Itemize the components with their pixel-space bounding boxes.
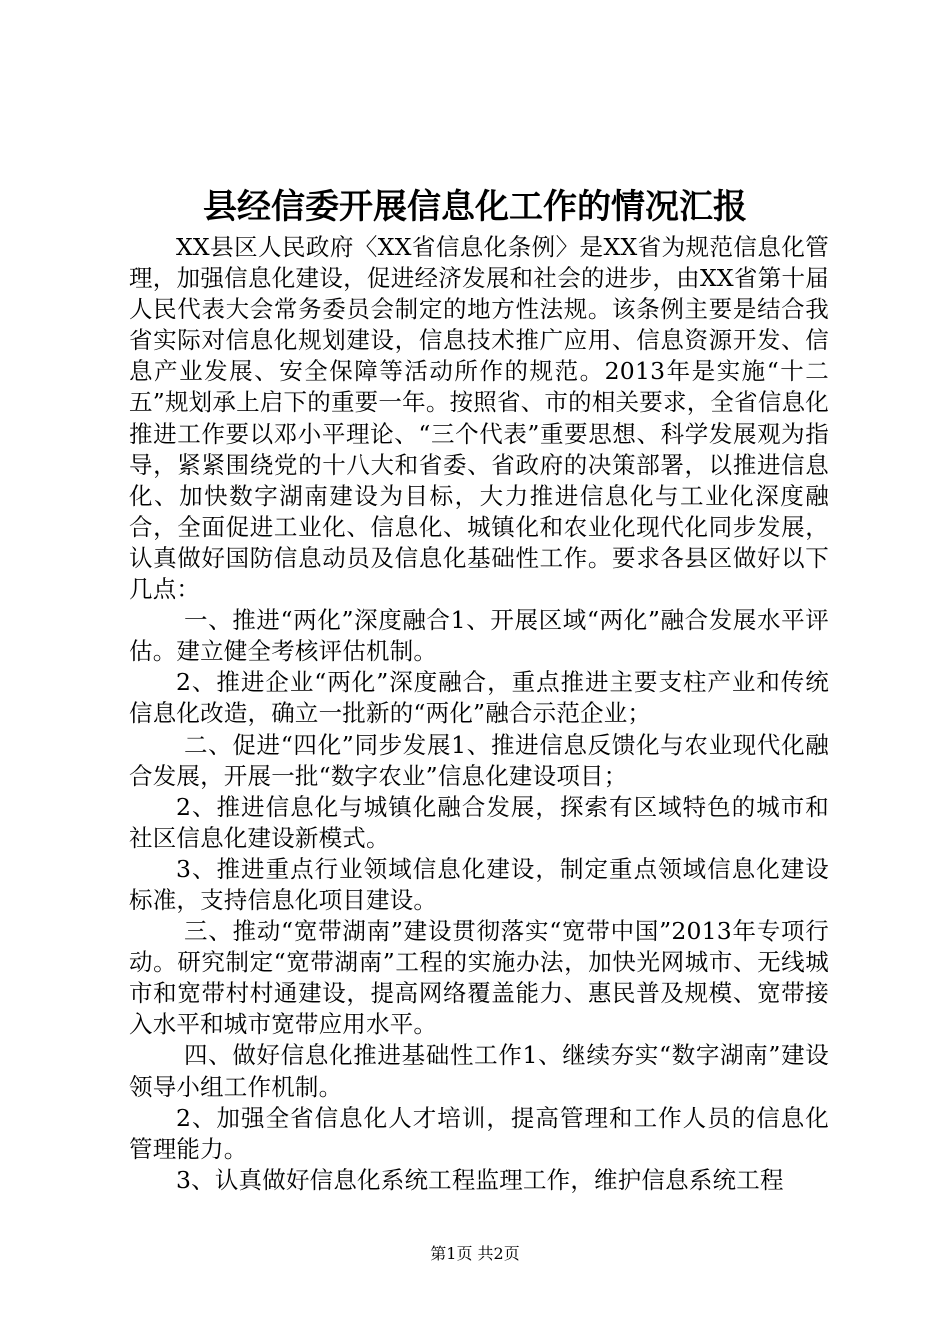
paragraph-section-two: 二、促进“四化”同步发展1、推进信息反馈化与农业现代化融合发展，开展一批“数字农业”信息化建设项目； xyxy=(129,730,829,790)
paragraph-item: 2、推进信息化与城镇化融合发展，探索有区域特色的城市和社区信息化建设新模式。 xyxy=(129,792,829,852)
document-title: 县经信委开展信息化工作的情况汇报 xyxy=(203,187,747,227)
paragraph-intro: XX县区人民政府〈XX省信息化条例〉是XX省为规范信息化管理，加强信息化建设，促进经济发展和社会的进步，由XX省第十届人民代表大会常务委员会制定的地方性法规。该条例主要是结合我省实际对信息化规划建设，信息技术推广应用、信息资源开发、信息产业发展、安全保障等活动所作的规范。2013年是实施“十二五”规划承上启下的重要一年。按照省、市的相关要求，全省信息化推进工作要以邓小平理论、“三个代表”重要思想、科学发展观为指导，紧紧围绕党的十八大和省委、省政府的决策部署，以推进信息化、加快数字湖南建设为目标，大力推进信息化与工业化深度融合，全面促进工业化、信息化、城镇化和农业化现代化同步发展，认真做好国防信息动员及信息化基础性工作。要求各县区做好以下几点： xyxy=(129,233,829,604)
paragraph-item: 2、加强全省信息化人才培训，提高管理和工作人员的信息化管理能力。 xyxy=(129,1103,829,1163)
page-footer: 第1页 共2页 xyxy=(430,1244,520,1263)
paragraph-item: 3、认真做好信息化系统工程监理工作，维护信息系统工程 xyxy=(176,1165,784,1194)
document-body xyxy=(129,232,829,1196)
paragraph-section-one: 一、推进“两化”深度融合1、开展区域“两化”融合发展水平评估。建立健全考核评估机制。 xyxy=(129,606,829,666)
paragraph-item: 2、推进企业“两化”深度融合，重点推进主要支柱产业和传统信息化改造，确立一批新的“两化”融合示范企业； xyxy=(129,668,829,728)
paragraph-section-four: 四、做好信息化推进基础性工作1、继续夯实“数字湖南”建设领导小组工作机制。 xyxy=(129,1041,829,1101)
paragraph-item: 3、推进重点行业领域信息化建设，制定重点领域信息化建设标准，支持信息化项目建设。 xyxy=(129,854,829,914)
paragraph-section-three: 三、推动“宽带湖南”建设贯彻落实“宽带中国”2013年专项行动。研究制定“宽带湖南”工程的实施办法，加快光网城市、无线城市和宽带村村通建设，提高网络覆盖能力、惠民普及规模、宽带接入水平和城市宽带应用水平。 xyxy=(129,917,829,1039)
